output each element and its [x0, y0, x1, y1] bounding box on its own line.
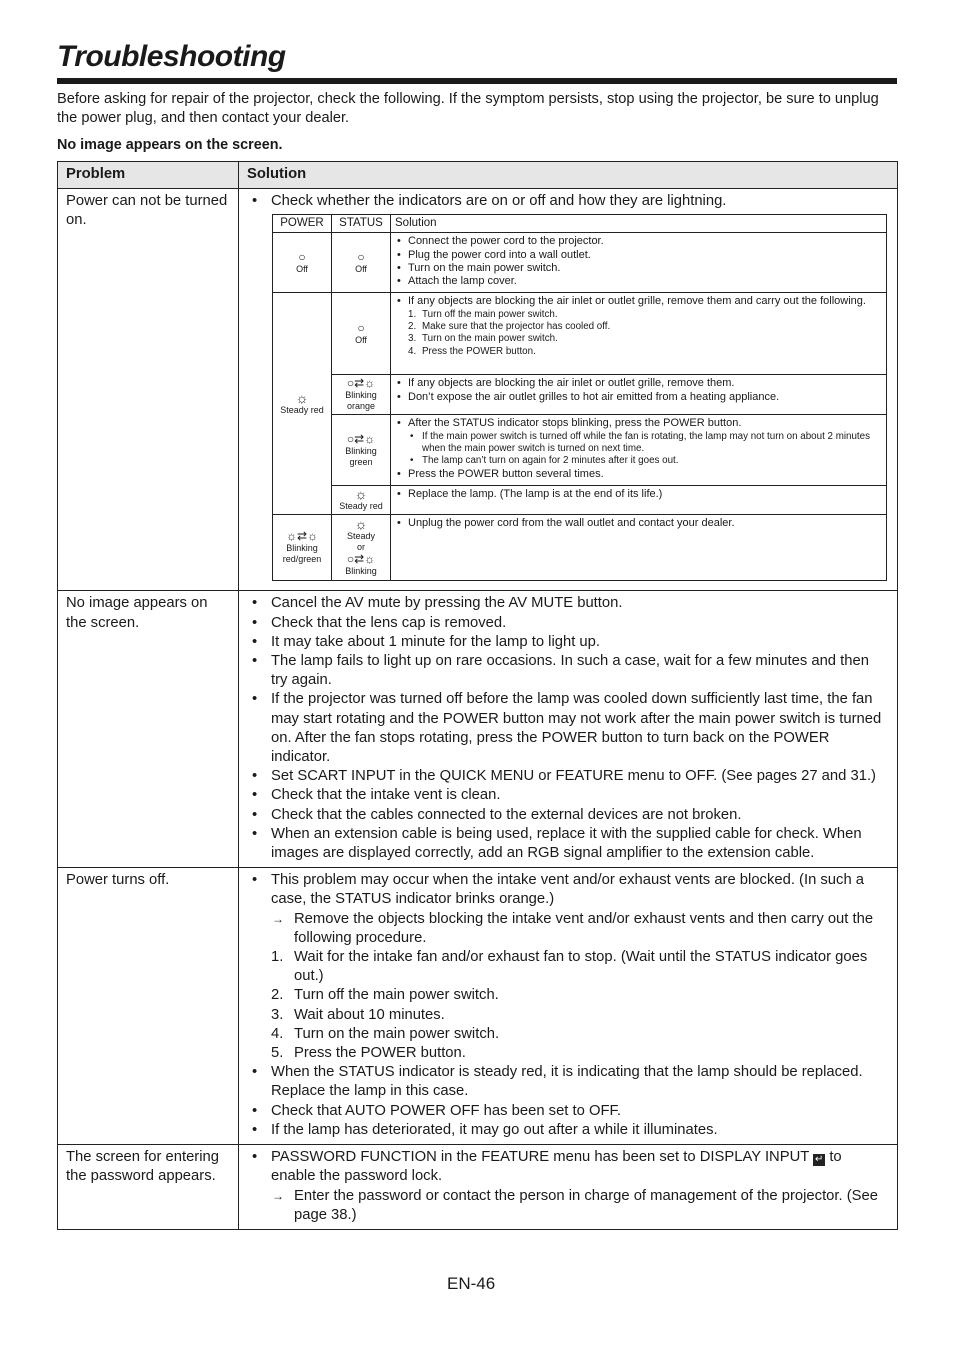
led-lit-icon: ☼ [354, 486, 368, 503]
power-indicator-cell [273, 233, 332, 293]
table-row [58, 189, 898, 591]
indicator-solution-cell [391, 515, 887, 581]
list-item: • If the main power switch is turned off while the fan is rotating, the lamp may not turn on about 2 minutes when the main power switch is turned on next time. [395, 431, 882, 456]
list-item: • Unplug the power cord from the wall outlet and contact your dealer. [395, 517, 882, 530]
list-item: • PASSWORD FUNCTION in the FEATURE menu has been set to DISPLAY INPUT ↵ to enable the password lock. [249, 1148, 889, 1186]
list-item: 3. Wait about 10 minutes. [271, 1006, 445, 1023]
list-item: • Cancel the AV mute by pressing the AV MUTE button. [249, 594, 889, 613]
status-indicator-cell [332, 515, 391, 581]
indicator-solution-cell [391, 293, 887, 375]
power-indicator-cell [273, 293, 332, 515]
problem-cell: The screen for entering the password appears. [58, 1145, 239, 1230]
table-header-row [58, 162, 898, 189]
indicator-solution-cell [391, 486, 887, 515]
table-row [58, 591, 898, 868]
status-state-label: Blinking [345, 566, 377, 577]
enter-key-icon: ↵ [814, 1154, 824, 1166]
led-lit-icon: ☼ [295, 389, 309, 406]
status-state-label: Off [355, 334, 367, 345]
power-indicator-cell [273, 515, 332, 581]
list-item: 2. Turn off the main power switch. [271, 987, 499, 1004]
list-item: • It may take about 1 minute for the lamp to light up. [249, 633, 889, 652]
indicator-header-row [273, 215, 887, 233]
list-item: • If the lamp has deteriorated, it may go out after a while it illuminates. [249, 1121, 889, 1140]
section-subheading: No image appears on the screen. [57, 137, 283, 153]
blinking-icon: ○⇄☼ [346, 376, 376, 391]
problem-cell: Power turns off. [58, 868, 239, 1145]
list-item: • Plug the power cord into a wall outlet. [395, 249, 882, 262]
list-item: • The lamp can’t turn on again for 2 minutes after it goes out. [395, 455, 882, 467]
indicator-header-status: STATUS [332, 215, 391, 233]
list-item: • Check whether the indicators are on or off and how they are lightning. [249, 192, 889, 211]
power-state-label: Off [296, 263, 308, 274]
list-item: • This problem may occur when the intake vent and/or exhaust vents are blocked. (In such a case, the STATUS indicator brinks orange.) [249, 871, 889, 909]
status-indicator-cell [332, 415, 391, 486]
troubleshooting-table [57, 161, 898, 1230]
status-state-label: Blinking green [345, 445, 377, 467]
blinking-icon: ☼⇄☼ [285, 529, 319, 544]
status-state-label: Off [355, 263, 367, 274]
header-solution: Solution [239, 162, 898, 189]
indicator-row [273, 293, 887, 375]
list-item: • When an extension cable is being used, replace it with the supplied cable for check. When images are displayed correctly, add an RGB signal amplifier to the extension cable. [249, 825, 889, 863]
list-item: 1. Turn off the main power switch. [408, 308, 558, 320]
list-item: • If the projector was turned off before the lamp was cooled down sufficiently last time, the fan may start rotating and the POWER button may not work after the main power switch is turned on. After the fan stops rotating, press the POWER button to turn back on the POWER indicator. [249, 690, 889, 767]
problem-cell: Power can not be turned on. [58, 189, 239, 591]
list-item: 5. Press the POWER button. [271, 1045, 466, 1062]
status-indicator-cell [332, 233, 391, 293]
status-indicator-cell [332, 293, 391, 375]
page-number: EN-46 [447, 1274, 496, 1293]
table-row [58, 1145, 898, 1230]
list-item: 4. Turn on the main power switch. [271, 1025, 500, 1042]
list-item: 3. Turn on the main power switch. [408, 333, 558, 345]
list-item: 1. Wait for the intake fan and/or exhaust fan to stop. (Wait until the STATUS indicator goes out.) [271, 949, 868, 985]
arrow-note: → Remove the objects blocking the intake vent and/or exhaust vents and then carry out the following procedure. [249, 910, 889, 948]
table-row [58, 868, 898, 1145]
status-or-label: or [356, 542, 365, 553]
list-item: • Don’t expose the air outlet grilles to hot air emitted from a heating appliance. [395, 391, 882, 404]
problem-cell: No image appears on the screen. [58, 591, 239, 868]
arrow-note: → Enter the password or contact the person in charge of management of the projector. (See page 38.) [249, 1187, 889, 1225]
indicator-row [273, 415, 887, 486]
led-off-icon: ○ [298, 249, 306, 264]
led-off-icon: ○ [357, 249, 365, 264]
indicator-header-solution: Solution [391, 215, 887, 233]
status-indicator-cell [332, 375, 391, 415]
power-state-label: Blinking red/green [282, 543, 322, 565]
indicator-header-power: POWER [273, 215, 332, 233]
list-item: • The lamp fails to light up on rare occasions. In such a case, wait for a few minutes and then try again. [249, 652, 889, 690]
list-item: • Set SCART INPUT in the QUICK MENU or FEATURE menu to OFF. (See pages 27 and 31.) [249, 767, 889, 786]
list-item: • Replace the lamp. (The lamp is at the end of its life.) [395, 488, 882, 501]
title-rule [57, 78, 897, 84]
list-item: • Turn on the main power switch. [395, 262, 882, 275]
list-item: 2. Make sure that the projector has cooled off. [408, 321, 611, 333]
blinking-icon: ○⇄☼ [346, 552, 376, 567]
power-state-label: Steady red [280, 404, 324, 415]
indicator-row [273, 486, 887, 515]
status-indicator-cell [332, 486, 391, 515]
status-state-label: Steady red [339, 501, 383, 512]
list-item: • Press the POWER button several times. [395, 468, 882, 481]
list-item: • Check that the intake vent is clean. [249, 786, 889, 805]
blinking-icon: ○⇄☼ [346, 431, 376, 446]
solution-cell [239, 868, 898, 1145]
list-item: • When the STATUS indicator is steady red, it is indicating that the lamp should be replaced. Replace the lamp in this case. [249, 1063, 889, 1101]
list-item: • If any objects are blocking the air inlet or outlet grille, remove them and carry out the following. [395, 295, 882, 308]
list-item: • Check that the lens cap is removed. [249, 614, 889, 633]
solution-cell [239, 1145, 898, 1230]
list-item: • Attach the lamp cover. [395, 275, 882, 288]
list-item: • Check that the cables connected to the external devices are not broken. [249, 806, 889, 825]
solution-cell [239, 591, 898, 868]
status-state-label: Steady [346, 531, 376, 542]
indicator-row [273, 375, 887, 415]
status-state-label: Blinking orange [345, 390, 377, 412]
list-item: • Check that AUTO POWER OFF has been set to OFF. [249, 1102, 889, 1121]
indicator-solution-cell [391, 233, 887, 293]
indicator-solution-cell [391, 415, 887, 486]
header-problem: Problem [58, 162, 239, 189]
list-item: • If any objects are blocking the air inlet or outlet grille, remove them. [395, 377, 882, 390]
intro-paragraph: Before asking for repair of the projector, check the following. If the symptom persists, stop using the projector, be sure to unplug the power plug, and then contact your dealer. [57, 91, 879, 126]
list-item: • After the STATUS indicator stops blinking, press the POWER button. [395, 417, 882, 430]
list-item: • Connect the power cord to the projector. [395, 235, 882, 248]
list-item: 4. Press the POWER button. [408, 345, 536, 357]
indicator-table [272, 214, 887, 581]
indicator-row [273, 233, 887, 293]
led-off-icon: ○ [357, 320, 365, 335]
page-title: Troubleshooting [57, 40, 286, 73]
led-lit-icon: ☼ [354, 516, 368, 533]
solution-cell [239, 189, 898, 591]
indicator-row [273, 515, 887, 581]
indicator-solution-cell [391, 375, 887, 415]
